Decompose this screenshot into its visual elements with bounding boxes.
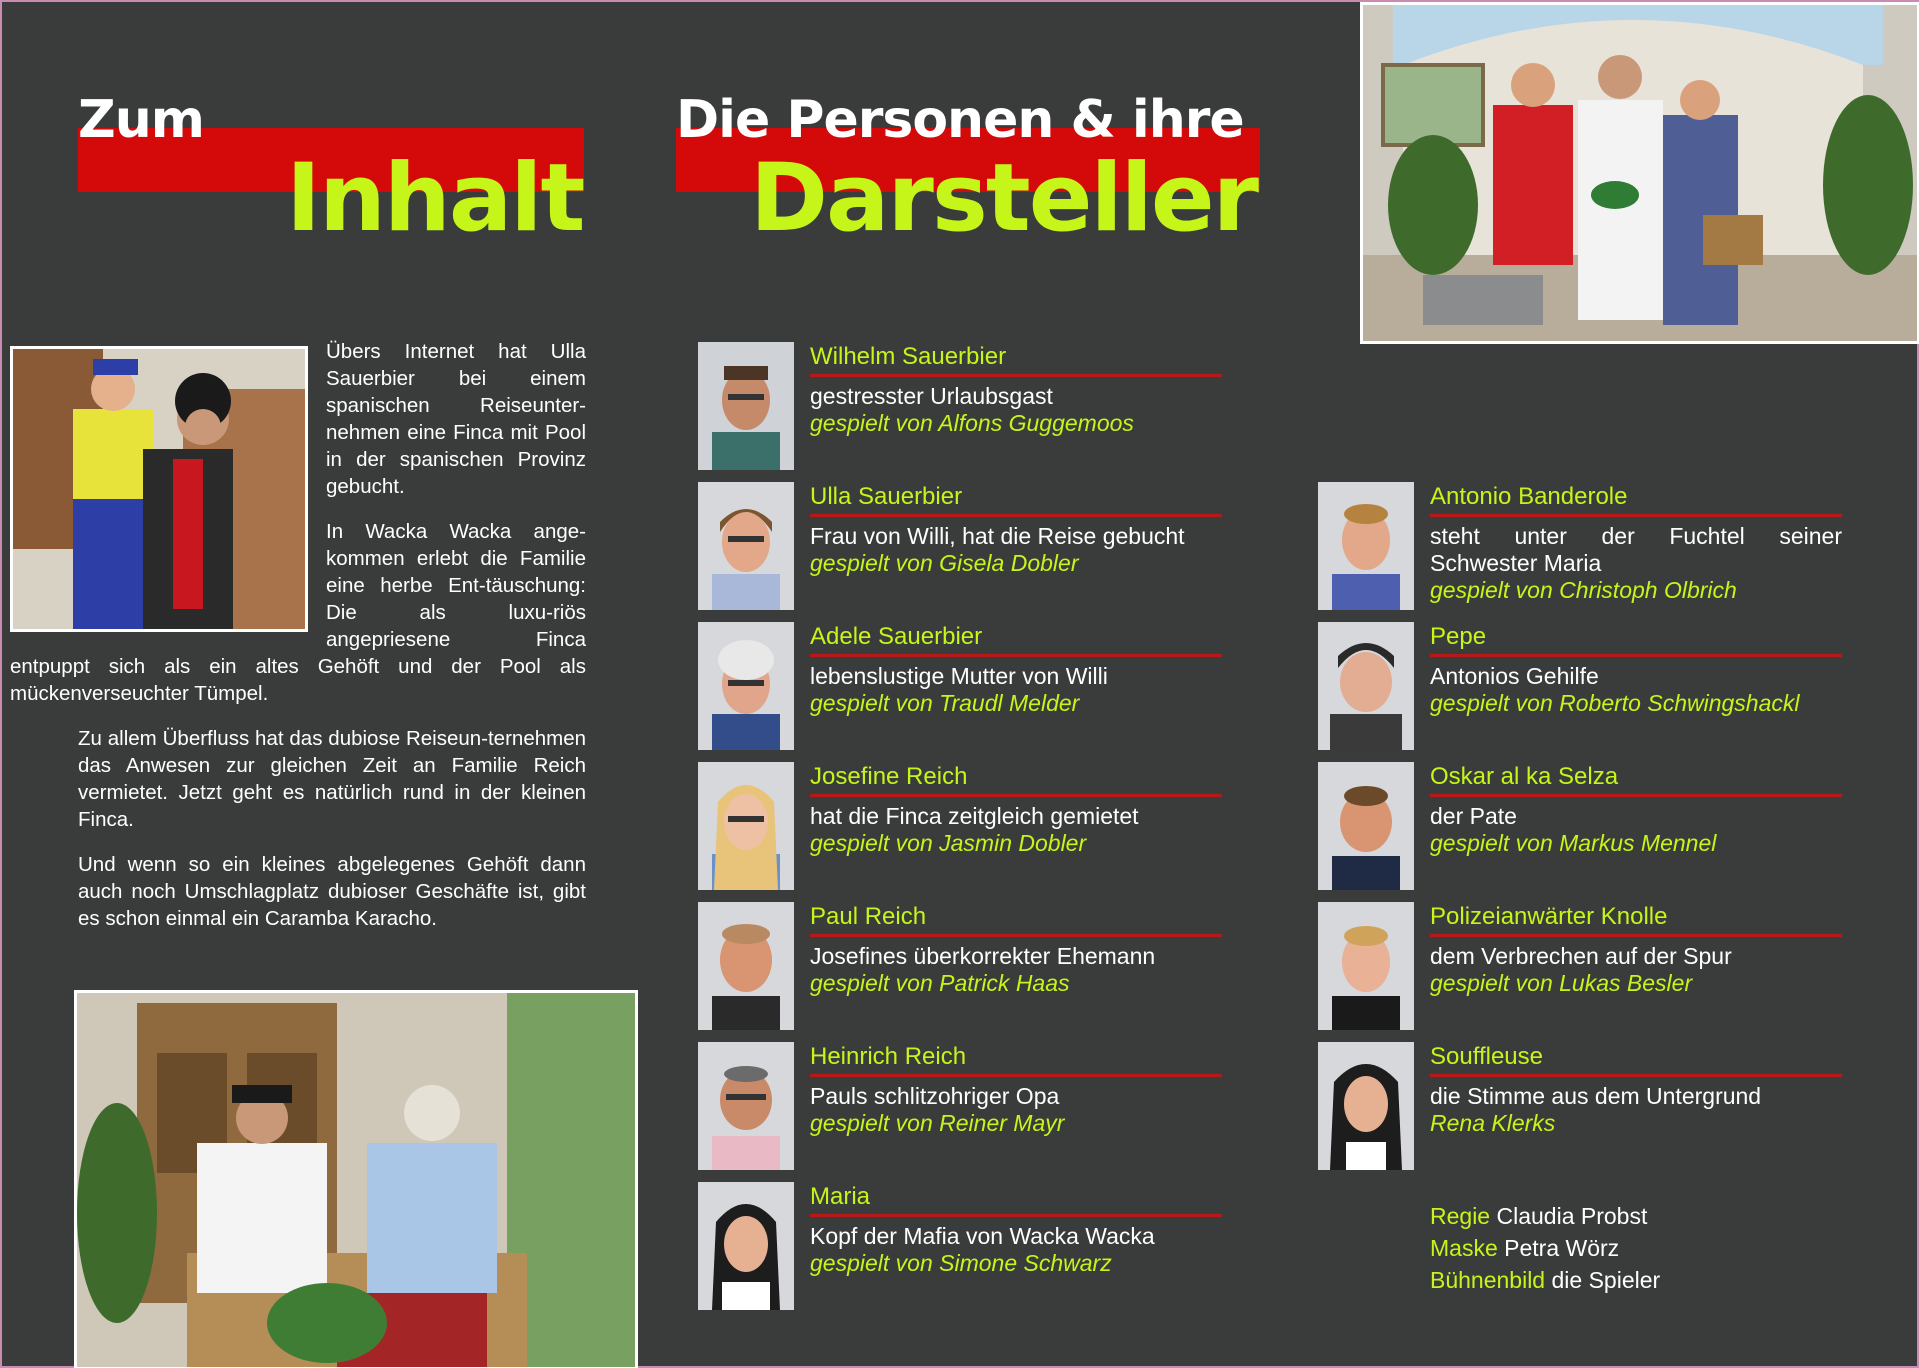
stage-scene-image [1363, 5, 1917, 341]
cast-divider [1430, 1074, 1842, 1077]
cast-divider [1430, 934, 1842, 937]
stage-photo-top [1360, 2, 1919, 344]
cast-actor: gespielt von Patrick Haas [810, 970, 1070, 996]
cast-divider [1430, 654, 1842, 657]
cast-name: Polizeianwärter Knolle [1430, 903, 1668, 930]
living-room-scene-image [77, 993, 635, 1367]
cast-actor: gespielt von Lukas Besler [1430, 970, 1693, 996]
portrait-photo [1318, 622, 1414, 750]
cast-divider [810, 374, 1222, 377]
portrait-photo [698, 342, 794, 470]
cast-actor: gespielt von Traudl Melder [810, 690, 1080, 716]
police-scene-image [13, 349, 305, 629]
cast-name: Wilhelm Sauerbier [810, 343, 1007, 370]
cast-role: gestresster Urlaubsgast [810, 383, 1053, 409]
cast-divider [810, 794, 1222, 797]
heading-big-right: Darsteller [750, 144, 1258, 253]
cast-role: die Stimme aus dem Untergrund [1430, 1083, 1762, 1109]
cast-name: Oskar al ka Selza [1430, 763, 1619, 790]
credit-value: die Spieler [1551, 1267, 1661, 1293]
cast-role: Pauls schlitzohriger Opa [810, 1083, 1060, 1109]
story-photo-bottom [74, 990, 638, 1368]
cast-role: Frau von Willi, hat die Reise gebucht [810, 523, 1185, 549]
cast-actor: Rena Klerks [1430, 1110, 1556, 1136]
cast-name: Heinrich Reich [810, 1043, 967, 1070]
credit-value: Claudia Probst [1496, 1203, 1648, 1229]
portrait-photo [1318, 762, 1414, 890]
cast-actor: gespielt von Gisela Dobler [810, 550, 1079, 576]
cast-divider [810, 654, 1222, 657]
cast-role: Josefines überkorrekter Ehemann [810, 943, 1156, 969]
heading-small-left: Zum [78, 90, 204, 150]
cast-name: Pepe [1430, 623, 1487, 650]
credit-buehnenbild [1430, 1264, 1850, 1296]
story-paragraph-1: Übers Internet hat Ulla Sauerbier bei einem spanischen Reiseunter-nehmen eine Finca mit Pool in der spanischen Provinz gebucht. [326, 340, 586, 498]
cast-name: Josefine Reich [810, 763, 968, 790]
cast-column-right [1318, 482, 1878, 1202]
portrait-photo [1318, 1042, 1414, 1170]
cast-divider [1430, 794, 1842, 797]
portrait-photo [698, 1182, 794, 1310]
cast-actor: gespielt von Alfons Guggemoos [810, 410, 1134, 436]
cast-actor: gespielt von Simone Schwarz [810, 1250, 1112, 1276]
cast-actor: gespielt von Roberto Schwingshackl [1430, 690, 1800, 716]
portrait-photo [698, 762, 794, 890]
portrait-photo [698, 622, 794, 750]
cast-actor: gespielt von Markus Mennel [1430, 830, 1717, 856]
cast-actor: gespielt von Jasmin Dobler [810, 830, 1087, 856]
cast-name: Paul Reich [810, 903, 927, 930]
cast-divider [810, 1074, 1222, 1077]
credit-value: Petra Wörz [1504, 1235, 1620, 1261]
cast-column-left [698, 342, 1238, 1342]
cast-role: hat die Finca zeitgleich gemietet [810, 803, 1139, 829]
cast-divider [810, 1214, 1222, 1217]
portrait-photo [698, 482, 794, 610]
cast-name: Ulla Sauerbier [810, 483, 963, 510]
portrait-photo [698, 902, 794, 1030]
cast-actor: gespielt von Christoph Olbrich [1430, 577, 1737, 603]
heading-zum-inhalt [2, 2, 602, 262]
credit-key: Maske [1430, 1235, 1498, 1261]
story-paragraph-3: Zu allem Überfluss hat das dubiose Reiseun-ternehmen das Anwesen zur gleichen Zeit an Familie Reich vermietet. Jetzt geht es natürlich rund in der kleinen Finca. [78, 727, 586, 831]
heading-big-left: Inhalt [286, 144, 584, 253]
cast-divider [810, 514, 1222, 517]
portrait-photo [1318, 482, 1414, 610]
cast-name: Antonio Banderole [1430, 483, 1628, 510]
credit-key: Bühnenbild [1430, 1267, 1546, 1293]
story-photo-police [10, 346, 308, 632]
portrait-photo [1318, 902, 1414, 1030]
heading-small-right: Die Personen & ihre [676, 90, 1244, 150]
credit-regie [1430, 1200, 1850, 1232]
cast-name: Maria [810, 1183, 871, 1210]
portrait-photo [698, 1042, 794, 1170]
cast-role: Antonios Gehilfe [1430, 663, 1599, 689]
cast-name: Adele Sauerbier [810, 623, 983, 650]
story-paragraph-4: Und wenn so ein kleines abgelegenes Gehöft dann auch noch Umschlagplatz dubioser Geschäfte ist, gibt es schon einmal ein Caramba Karacho. [78, 853, 586, 930]
credit-maske [1430, 1232, 1850, 1264]
heading-personen-darsteller [662, 2, 1282, 262]
cast-role: Kopf der Mafia von Wacka Wacka [810, 1223, 1155, 1249]
cast-divider [1430, 514, 1842, 517]
cast-role: steht unter der Fuchtel seiner Schwester Maria [1430, 523, 1842, 576]
story-paragraph-2: In Wacka Wacka ange-kommen erlebt die Familie eine herbe Ent-täuschung: Die als luxu-riös angepriesene Finca entpuppt sich als ein altes Gehöft und der Pool als mückenverseuchter Tümpel. [10, 520, 586, 705]
story-text [10, 338, 586, 950]
cast-name: Souffleuse [1430, 1043, 1543, 1070]
credit-key: Regie [1430, 1203, 1491, 1229]
cast-role: lebenslustige Mutter von Willi [810, 663, 1108, 689]
cast-role: der Pate [1430, 803, 1517, 829]
credits-block [1430, 1200, 1850, 1296]
cast-role: dem Verbrechen auf der Spur [1430, 943, 1732, 969]
cast-actor: gespielt von Reiner Mayr [810, 1110, 1065, 1136]
cast-divider [810, 934, 1222, 937]
